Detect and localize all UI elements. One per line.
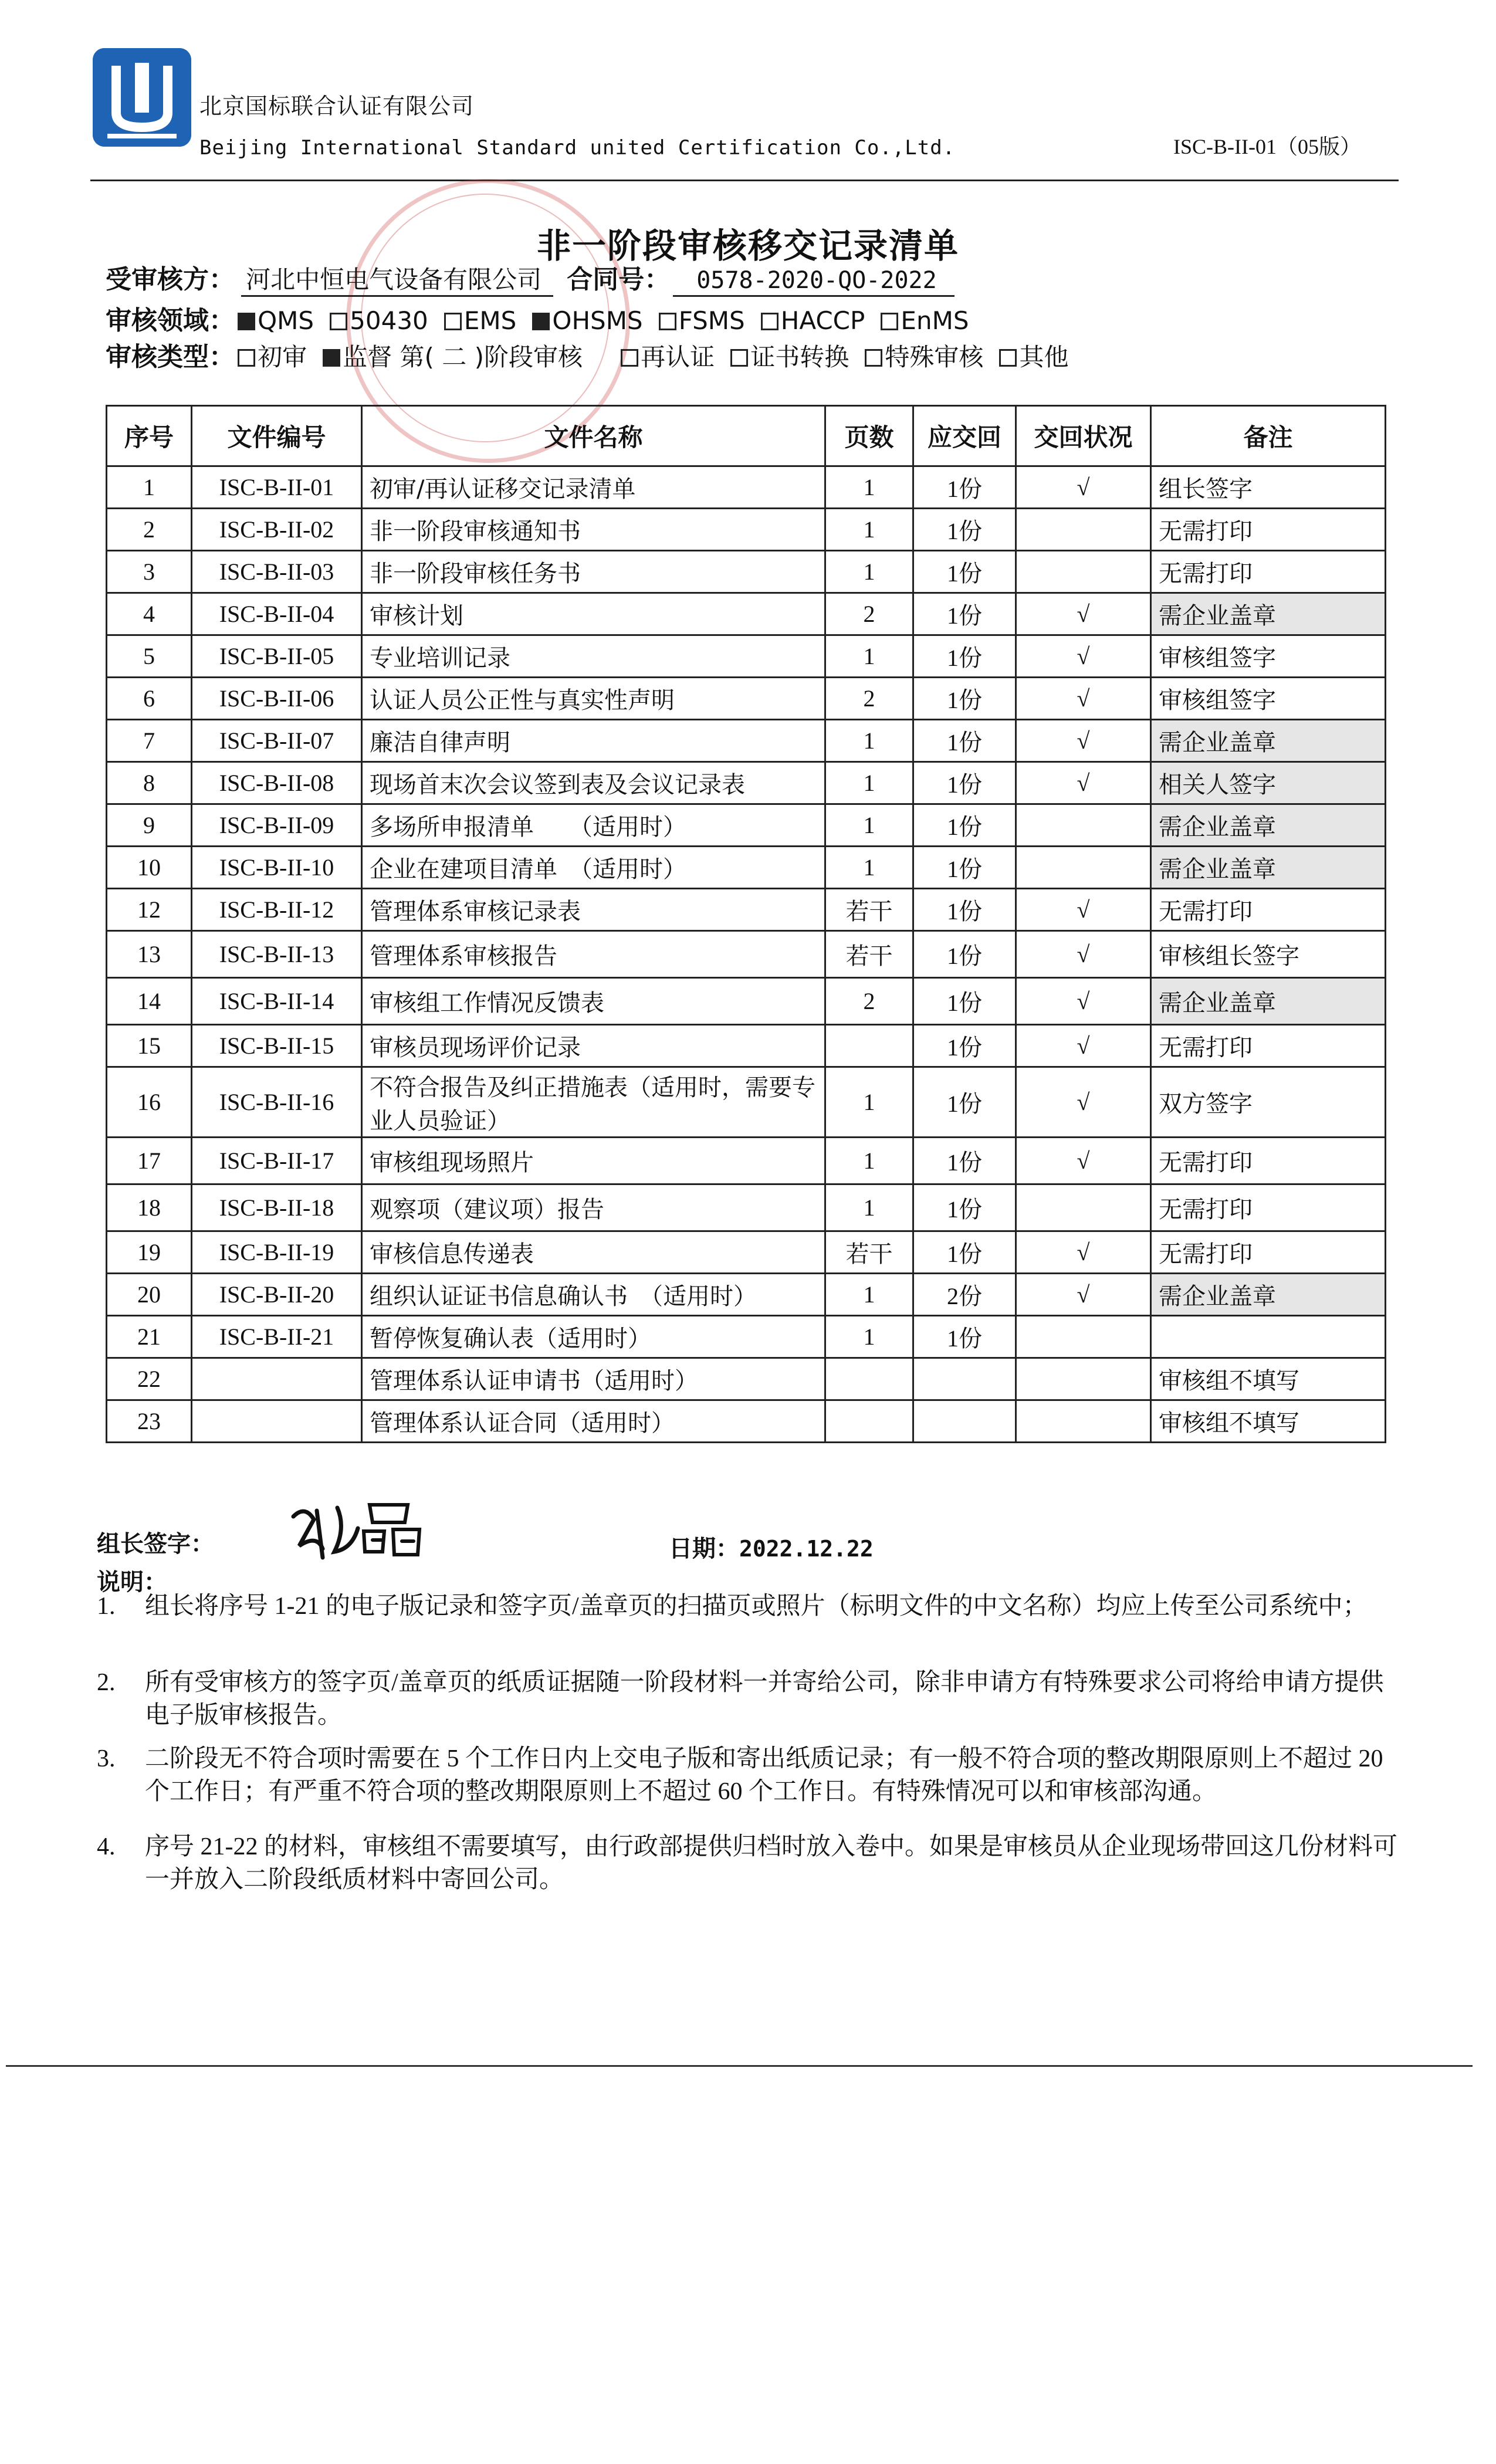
cell-no: 22 (107, 1358, 192, 1400)
cell-name: 管理体系认证申请书（适用时） (362, 1358, 825, 1400)
field-qms[interactable]: QMS (238, 306, 314, 335)
cell-note: 需企业盖章 (1151, 978, 1386, 1025)
cell-pages: 1 (825, 1316, 913, 1358)
cell-name: 专业培训记录 (362, 635, 825, 678)
cell-status (1016, 509, 1151, 551)
cell-status: √ (1016, 466, 1151, 509)
cell-name: 非一阶段审核通知书 (362, 509, 825, 551)
field-ohsms[interactable]: OHSMS (532, 306, 642, 335)
cell-status (1016, 551, 1151, 593)
cell-name: 认证人员公正性与真实性声明 (362, 678, 825, 720)
cell-copies: 1份 (913, 847, 1016, 889)
cell-pages: 1 (825, 1274, 913, 1316)
cell-note: 双方签字 (1151, 1067, 1386, 1138)
table-row (107, 1358, 1386, 1400)
checkbox-checked-icon (238, 313, 255, 330)
cell-no: 3 (107, 551, 192, 593)
cell-note: 组长签字 (1151, 466, 1386, 509)
cell-note: 审核组签字 (1151, 678, 1386, 720)
cell-copies: 1份 (913, 1025, 1016, 1067)
cell-no: 21 (107, 1316, 192, 1358)
cell-name: 管理体系审核记录表 (362, 889, 825, 931)
table-row (107, 931, 1386, 978)
cell-pages: 1 (825, 509, 913, 551)
cell-no: 5 (107, 635, 192, 678)
cell-copies: 1份 (913, 678, 1016, 720)
cell-code: ISC-B-II-06 (192, 678, 362, 720)
cell-note: 审核组签字 (1151, 635, 1386, 678)
col-header-copies: 应交回 (913, 406, 1016, 466)
cell-status: √ (1016, 889, 1151, 931)
cell-code: ISC-B-II-12 (192, 889, 362, 931)
field-enms[interactable]: EnMS (881, 306, 969, 335)
cell-name: 非一阶段审核任务书 (362, 551, 825, 593)
cell-copies: 1份 (913, 889, 1016, 931)
client-value: 河北中恒电气设备有限公司 (241, 265, 553, 297)
cell-copies: 1份 (913, 635, 1016, 678)
cell-pages: 1 (825, 720, 913, 762)
checkbox-empty-icon (330, 313, 347, 330)
table-header-row (107, 406, 1386, 466)
checkbox-empty-icon (444, 313, 462, 330)
col-header-pages: 页数 (825, 406, 913, 466)
cell-no: 1 (107, 466, 192, 509)
cell-name: 观察项（建议项）报告 (362, 1184, 825, 1231)
cell-status: √ (1016, 1138, 1151, 1184)
type-label: 审核类型： (106, 342, 235, 372)
cell-code: ISC-B-II-03 (192, 551, 362, 593)
table-row (107, 847, 1386, 889)
cell-no: 18 (107, 1184, 192, 1231)
contract-value: 0578-2020-QO-2022 (673, 267, 954, 297)
cell-code: ISC-B-II-08 (192, 762, 362, 804)
company-name-cn: 北京国标联合认证有限公司 (199, 93, 475, 119)
cell-no: 9 (107, 804, 192, 847)
page-bottom-divider (6, 2065, 1473, 2067)
table-row (107, 1025, 1386, 1067)
cell-copies: 1份 (913, 593, 1016, 635)
cell-note: 审核组长签字 (1151, 931, 1386, 978)
cell-status (1016, 1400, 1151, 1443)
type-transfer[interactable]: 证书转换 (730, 343, 849, 371)
cell-copies: 1份 (913, 931, 1016, 978)
cell-pages: 1 (825, 466, 913, 509)
table-row (107, 678, 1386, 720)
cell-code: ISC-B-II-09 (192, 804, 362, 847)
client-line (106, 258, 955, 296)
company-name-en: Beijing International Standard united Certification Co.,Ltd. (199, 136, 956, 160)
cell-pages: 2 (825, 978, 913, 1025)
cell-no: 8 (107, 762, 192, 804)
cell-code: ISC-B-II-07 (192, 720, 362, 762)
cell-code: ISC-B-II-19 (192, 1231, 362, 1274)
cell-no: 14 (107, 978, 192, 1025)
col-header-name: 文件名称 (362, 406, 825, 466)
cell-status: √ (1016, 593, 1151, 635)
cell-name: 初审/再认证移交记录清单 (362, 466, 825, 509)
field-50430[interactable]: 50430 (330, 306, 428, 335)
cell-code: ISC-B-II-17 (192, 1138, 362, 1184)
cell-pages: 若干 (825, 1231, 913, 1274)
date-value: 2022.12.22 (739, 1536, 874, 1562)
cell-note: 无需打印 (1151, 1184, 1386, 1231)
table-row (107, 889, 1386, 931)
cell-name: 审核计划 (362, 593, 825, 635)
cell-pages (825, 1025, 913, 1067)
table-row (107, 635, 1386, 678)
cell-note (1151, 1316, 1386, 1358)
cell-pages: 1 (825, 1067, 913, 1138)
cell-copies: 1份 (913, 804, 1016, 847)
checkbox-empty-icon (865, 349, 882, 367)
cell-pages: 若干 (825, 931, 913, 978)
table-row (107, 978, 1386, 1025)
col-header-status: 交回状况 (1016, 406, 1151, 466)
table-row (107, 593, 1386, 635)
cell-pages: 若干 (825, 889, 913, 931)
cell-copies: 1份 (913, 720, 1016, 762)
cell-name: 组织认证证书信息确认书 （适用时） (362, 1274, 825, 1316)
table-row (107, 1067, 1386, 1138)
cell-name: 现场首末次会议签到表及会议记录表 (362, 762, 825, 804)
cell-note: 需企业盖章 (1151, 847, 1386, 889)
client-label: 受审核方： (106, 265, 235, 295)
cell-note: 审核组不填写 (1151, 1400, 1386, 1443)
cell-name: 管理体系认证合同（适用时） (362, 1400, 825, 1443)
cell-status: √ (1016, 1231, 1151, 1274)
cell-note: 需企业盖章 (1151, 720, 1386, 762)
cell-name: 审核信息传递表 (362, 1231, 825, 1274)
cell-status: √ (1016, 762, 1151, 804)
table-row (107, 466, 1386, 509)
cell-pages: 1 (825, 762, 913, 804)
checkbox-empty-icon (238, 349, 255, 367)
date-line (669, 1530, 874, 1563)
cell-no: 6 (107, 678, 192, 720)
cell-no: 10 (107, 847, 192, 889)
cell-no: 23 (107, 1400, 192, 1443)
cell-no: 12 (107, 889, 192, 931)
checkbox-checked-icon (532, 313, 550, 330)
cell-code: ISC-B-II-13 (192, 931, 362, 978)
cell-status (1016, 1358, 1151, 1400)
cell-status (1016, 1184, 1151, 1231)
field-label: 审核领域： (106, 306, 235, 336)
cell-name: 审核组工作情况反馈表 (362, 978, 825, 1025)
cell-note: 无需打印 (1151, 889, 1386, 931)
cell-pages: 1 (825, 635, 913, 678)
col-header-note: 备注 (1151, 406, 1386, 466)
table-row (107, 1231, 1386, 1274)
table-row (107, 720, 1386, 762)
cell-copies: 1份 (913, 1184, 1016, 1231)
cell-code (192, 1358, 362, 1400)
cell-name: 暂停恢复确认表（适用时） (362, 1316, 825, 1358)
cell-code: ISC-B-II-20 (192, 1274, 362, 1316)
table-row (107, 1400, 1386, 1443)
cell-pages: 1 (825, 551, 913, 593)
cell-note: 需企业盖章 (1151, 593, 1386, 635)
note-item: 2. 所有受审核方的签字页/盖章页的纸质证据随一阶段材料一并寄给公司，除非申请方有特殊要求公司将给申请方提供电子版审核报告。 (97, 1669, 1384, 1729)
cell-copies: 1份 (913, 1138, 1016, 1184)
cell-status: √ (1016, 720, 1151, 762)
cell-code: ISC-B-II-01 (192, 466, 362, 509)
cell-name: 审核员现场评价记录 (362, 1025, 825, 1067)
table-row (107, 804, 1386, 847)
cell-copies (913, 1358, 1016, 1400)
cell-no: 2 (107, 509, 192, 551)
page-title: 非一阶段审核移交记录清单 (536, 226, 959, 266)
cell-note: 需企业盖章 (1151, 1274, 1386, 1316)
cell-status (1016, 847, 1151, 889)
cell-status (1016, 1316, 1151, 1358)
cell-no: 7 (107, 720, 192, 762)
cell-note: 审核组不填写 (1151, 1358, 1386, 1400)
table-row (107, 1274, 1386, 1316)
cell-code: ISC-B-II-14 (192, 978, 362, 1025)
cell-status: √ (1016, 678, 1151, 720)
checkbox-empty-icon (730, 349, 748, 367)
cell-name: 管理体系审核报告 (362, 931, 825, 978)
table-row (107, 1316, 1386, 1358)
table-row (107, 551, 1386, 593)
doc-code: ISC-B-II-01（05版） (1173, 135, 1361, 158)
cell-copies: 1份 (913, 509, 1016, 551)
cell-note: 无需打印 (1151, 1231, 1386, 1274)
notes-heading: 说明： (97, 1569, 167, 1596)
cell-pages: 1 (825, 1138, 913, 1184)
cell-pages: 2 (825, 593, 913, 635)
cell-note: 无需打印 (1151, 1025, 1386, 1067)
type-special[interactable]: 特殊审核 (865, 343, 983, 371)
note-item: 3. 二阶段无不符合项时需要在 5 个工作日内上交电子版和寄出纸质记录；有一般不符合项的整改期限原则上不超过 20 个工作日；有严重不符合项的整改期限原则上不超过 60 个工作日。有特殊情况可以和审核部沟通。 (97, 1745, 1383, 1805)
checkbox-checked-icon (323, 349, 340, 367)
cell-copies: 1份 (913, 551, 1016, 593)
cell-note: 无需打印 (1151, 1138, 1386, 1184)
cell-code: ISC-B-II-04 (192, 593, 362, 635)
cell-note: 相关人签字 (1151, 762, 1386, 804)
cell-pages (825, 1400, 913, 1443)
cell-no: 13 (107, 931, 192, 978)
checkbox-empty-icon (881, 313, 898, 330)
cell-note: 无需打印 (1151, 509, 1386, 551)
cell-status: √ (1016, 1067, 1151, 1138)
cell-pages (825, 1358, 913, 1400)
cell-name: 审核组现场照片 (362, 1138, 825, 1184)
checkbox-empty-icon (621, 349, 638, 367)
cell-code: ISC-B-II-16 (192, 1067, 362, 1138)
cell-no: 4 (107, 593, 192, 635)
cell-pages: 1 (825, 1184, 913, 1231)
leader-signature-image (282, 1493, 434, 1569)
table-row (107, 762, 1386, 804)
table-row (107, 1184, 1386, 1231)
col-header-no: 序号 (107, 406, 192, 466)
type-initial[interactable]: 初审 (238, 343, 307, 371)
leader-sign-label: 组长签字： (97, 1531, 214, 1558)
cell-copies: 1份 (913, 762, 1016, 804)
type-recert[interactable]: 再认证 (621, 343, 715, 371)
table-body (107, 466, 1386, 1443)
cell-status: √ (1016, 635, 1151, 678)
cell-no: 20 (107, 1274, 192, 1316)
cell-copies: 1份 (913, 1316, 1016, 1358)
cell-status: √ (1016, 931, 1151, 978)
cell-note: 需企业盖章 (1151, 804, 1386, 847)
cell-name: 多场所申报清单 （适用时） (362, 804, 825, 847)
note-item: 4. 序号 21-22 的材料，审核组不需要填写，由行政部提供归档时放入卷中。如果是审核员从企业现场带回这几份材料可一并放入二阶段纸质材料中寄回公司。 (97, 1833, 1397, 1893)
cell-code: ISC-B-II-05 (192, 635, 362, 678)
header-divider (90, 180, 1399, 181)
company-logo-icon (93, 48, 191, 147)
cell-no: 17 (107, 1138, 192, 1184)
checkbox-empty-icon (761, 313, 779, 330)
cell-code (192, 1400, 362, 1443)
cell-status (1016, 804, 1151, 847)
cell-copies: 1份 (913, 1067, 1016, 1138)
contract-label: 合同号： (567, 265, 671, 295)
type-other[interactable]: 其他 (999, 343, 1068, 371)
cell-note: 无需打印 (1151, 551, 1386, 593)
cell-pages: 1 (825, 804, 913, 847)
cell-no: 15 (107, 1025, 192, 1067)
col-header-code: 文件编号 (192, 406, 362, 466)
cell-copies: 1份 (913, 1231, 1016, 1274)
audit-field-line (106, 299, 981, 337)
handover-table (106, 405, 1386, 1443)
field-fsms[interactable]: FSMS (659, 306, 745, 335)
cell-code: ISC-B-II-18 (192, 1184, 362, 1231)
cell-name: 廉洁自律声明 (362, 720, 825, 762)
table-row (107, 509, 1386, 551)
cell-code: ISC-B-II-15 (192, 1025, 362, 1067)
cell-pages: 1 (825, 847, 913, 889)
cell-status: √ (1016, 1274, 1151, 1316)
checkbox-empty-icon (999, 349, 1017, 367)
table-row (107, 1138, 1386, 1184)
cell-copies: 1份 (913, 978, 1016, 1025)
field-haccp[interactable]: HACCP (761, 306, 865, 335)
field-ems[interactable]: EMS (444, 306, 516, 335)
cell-status: √ (1016, 978, 1151, 1025)
cell-name: 企业在建项目清单 （适用时） (362, 847, 825, 889)
cell-code: ISC-B-II-10 (192, 847, 362, 889)
cell-copies: 1份 (913, 466, 1016, 509)
date-label: 日期： (669, 1535, 739, 1562)
cell-name: 不符合报告及纠正措施表（适用时，需要专业人员验证） (362, 1067, 825, 1138)
cell-code: ISC-B-II-21 (192, 1316, 362, 1358)
cell-copies: 2份 (913, 1274, 1016, 1316)
audit-type-line (106, 336, 1081, 373)
cell-no: 16 (107, 1067, 192, 1138)
checkbox-empty-icon (659, 313, 676, 330)
cell-code: ISC-B-II-02 (192, 509, 362, 551)
cell-no: 19 (107, 1231, 192, 1274)
cell-status: √ (1016, 1025, 1151, 1067)
cell-copies (913, 1400, 1016, 1443)
note-item: 1. 组长将序号 1-21 的电子版记录和签字页/盖章页的扫描页或照片（标明文件的中文名称）均应上传至公司系统中； (97, 1593, 1368, 1620)
cell-pages: 2 (825, 678, 913, 720)
type-surveillance[interactable]: 监督 第( 二 )阶段审核 (323, 343, 583, 371)
